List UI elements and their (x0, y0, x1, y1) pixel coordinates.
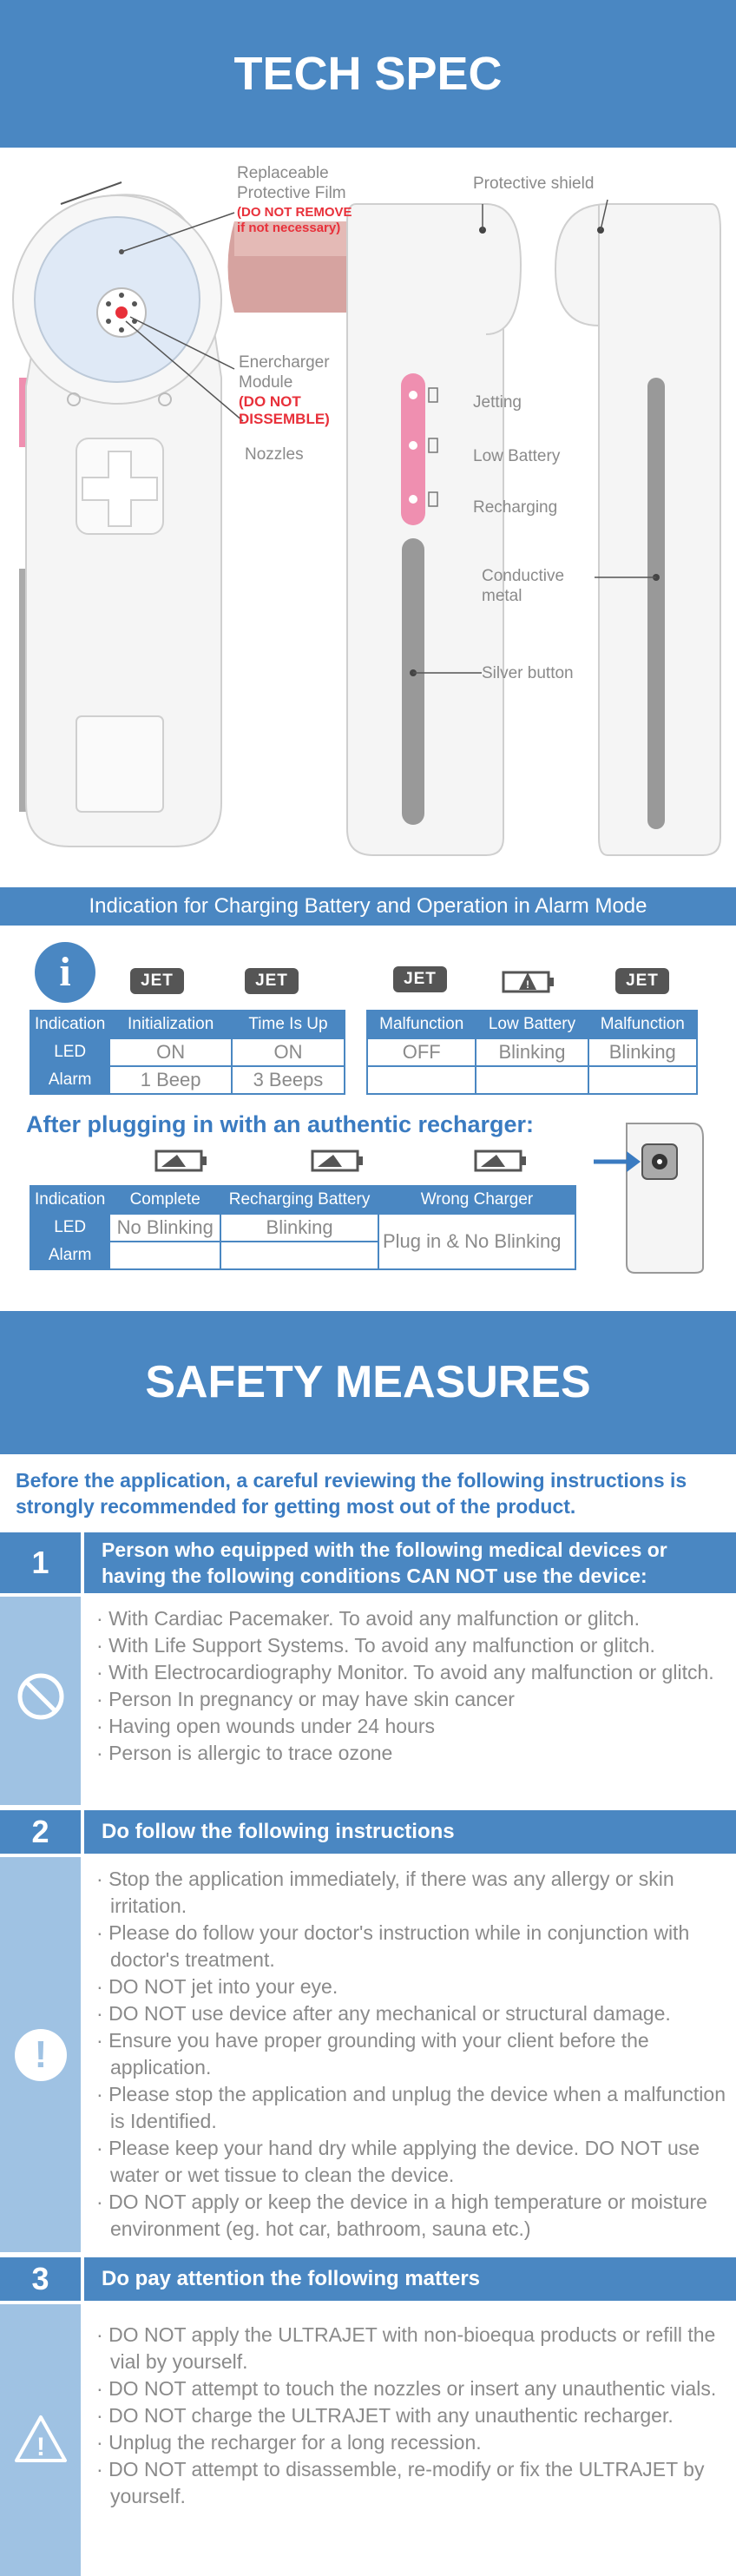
table2-alarm-cell (367, 1066, 476, 1094)
table1-alarm-value: 1 Beep (109, 1066, 232, 1094)
low-battery-label: Low Battery (473, 447, 561, 465)
tech-spec-banner (0, 0, 736, 148)
section-3-heading: Do pay attention the following matters (84, 2257, 736, 2301)
table3-alarm-cell (220, 1242, 378, 1269)
jet-badge-2: JET (245, 968, 299, 994)
section-1-heading: Person who equipped with the following medical devices or having the following conditions CAN NOT use the device: (84, 1532, 736, 1593)
table3-col: Complete (109, 1186, 220, 1214)
list-item: · DO NOT attempt to touch the nozzles or insert any unauthentic vials. (84, 2375, 736, 2402)
table3-alarm-label: Alarm (30, 1242, 109, 1269)
battery-charging-icon (311, 1148, 366, 1174)
battery-warning-icon (502, 967, 557, 997)
warning-triangle-icon (12, 2413, 69, 2465)
table3-led-label: LED (30, 1214, 109, 1242)
section-3-list (84, 2304, 736, 2576)
film-label: Replaceable Protective Film (237, 164, 346, 202)
list-item: · Please stop the application and unplug the device when a malfunction is Identified. (84, 2081, 736, 2135)
module-label: Enercharger Module (239, 353, 330, 392)
section-2-list (84, 1857, 736, 2252)
section-1-number: 1 (0, 1532, 81, 1593)
indication-bar-title: Indication for Charging Battery and Operation in Alarm Mode (89, 894, 647, 918)
table2-col: Low Battery (476, 1011, 588, 1038)
table3-col: Wrong Charger (378, 1186, 575, 1214)
table1-head: Indication (30, 1011, 109, 1038)
silver-button-label: Silver button (482, 664, 574, 682)
table2-col: Malfunction (367, 1011, 476, 1038)
nozzles-label: Nozzles (245, 445, 304, 464)
section-3-number: 3 (0, 2257, 81, 2301)
safety-title: SAFETY MEASURES (145, 1357, 591, 1407)
svg-text:!: ! (526, 978, 529, 991)
charger-plug-illustration (590, 1120, 712, 1276)
indication-table-1 (30, 1010, 345, 1095)
list-item: · Stop the application immediately, if there was any allergy or skin irritation. (84, 1866, 736, 1920)
safety-banner (0, 1311, 736, 1454)
exclamation-symbol: ! (34, 2033, 48, 2076)
tech-spec-title: TECH SPEC (233, 48, 503, 100)
list-item: · Unplug the recharger for a long recession. (84, 2429, 736, 2456)
section-1-sidebar (0, 1597, 81, 1805)
table3-head: Indication (30, 1186, 109, 1214)
shield-label: Protective shield (473, 175, 595, 193)
info-icon (35, 942, 95, 1003)
table3-led-value: Plug in & No Blinking (378, 1214, 575, 1269)
jet-badge-3: JET (393, 966, 447, 992)
table3-col: Recharging Battery (220, 1186, 378, 1214)
jetting-label: Jetting (473, 393, 522, 412)
device-side-view (347, 204, 521, 855)
table1-led-value: ON (109, 1038, 232, 1066)
warning-symbol: ! (36, 2433, 45, 2461)
film-warning: (DO NOT REMOVE if not necessary) (237, 205, 352, 235)
battery-charging-icon (154, 1148, 210, 1174)
list-item: · Having open wounds under 24 hours (84, 1713, 736, 1740)
list-item: · Please keep your hand dry while applying the device. DO NOT use water or wet tissue to clean the device. (84, 2135, 736, 2189)
conductive-label: Conductive metal (482, 567, 565, 605)
table3-led-value: Blinking (220, 1214, 378, 1242)
table2-led-value: Blinking (476, 1038, 588, 1066)
table3-led-value: No Blinking (109, 1214, 220, 1242)
indication-table-2 (366, 1010, 698, 1095)
table1-col: Initialization (109, 1011, 232, 1038)
prohibited-icon (15, 1670, 67, 1723)
module-warning: (DO NOT DISSEMBLE) (239, 393, 330, 427)
list-item: · With Cardiac Pacemaker. To avoid any malfunction or glitch. (84, 1605, 736, 1632)
list-item: · Person is allergic to trace ozone (84, 1740, 736, 1767)
section-3-sidebar (0, 2304, 81, 2576)
indication-table-3 (30, 1185, 576, 1270)
exclamation-icon (15, 2029, 67, 2081)
indication-bar (0, 887, 736, 926)
device-front-view (13, 182, 243, 847)
list-item: · DO NOT apply or keep the device in a high temperature or moisture environment (eg. hot car, bathroom, sauna etc.) (84, 2189, 736, 2243)
battery-charging-icon (474, 1148, 529, 1174)
list-item: · Person In pregnancy or may have skin cancer (84, 1686, 736, 1713)
table2-col: Malfunction (588, 1011, 697, 1038)
table1-alarm-label: Alarm (30, 1066, 109, 1094)
jet-badge-1: JET (130, 968, 184, 994)
section-1-list (84, 1597, 736, 1805)
safety-intro: Before the application, a careful reviewing the following instructions is strongly recommended for getting most out of the product. (16, 1469, 687, 1518)
device-back-view (555, 200, 720, 855)
list-item: · DO NOT use device after any mechanical or structural damage. (84, 2000, 736, 2027)
table2-alarm-cell (588, 1066, 697, 1094)
section-2-number: 2 (0, 1810, 81, 1854)
list-item: · With Electrocardiography Monitor. To avoid any malfunction or glitch. (84, 1659, 736, 1686)
list-item: · With Life Support Systems. To avoid any malfunction or glitch. (84, 1632, 736, 1659)
table1-alarm-value: 3 Beeps (232, 1066, 345, 1094)
list-item: · Please do follow your doctor's instruction while in conjunction with doctor's treatment. (84, 1920, 736, 1973)
section-2-heading: Do follow the following instructions (84, 1810, 736, 1854)
table3-alarm-cell (109, 1242, 220, 1269)
list-item: · DO NOT attempt to disassemble, re-modify or fix the ULTRAJET by yourself. (84, 2456, 736, 2510)
table1-led-value: ON (232, 1038, 345, 1066)
table1-col: Time Is Up (232, 1011, 345, 1038)
info-symbol: i (59, 949, 71, 995)
plug-title: After plugging in with an authentic recharger: (26, 1111, 535, 1137)
table2-alarm-cell (476, 1066, 588, 1094)
list-item: · DO NOT apply the ULTRAJET with non-bioequa products or refill the vial by yourself. (84, 2322, 736, 2375)
table1-led-label: LED (30, 1038, 109, 1066)
list-item: · DO NOT charge the ULTRAJET with any unauthentic recharger. (84, 2402, 736, 2429)
section-2-sidebar (0, 1857, 81, 2252)
list-item: · DO NOT jet into your eye. (84, 1973, 736, 2000)
device-illustration (0, 152, 736, 873)
list-item: · Ensure you have proper grounding with your client before the application. (84, 2027, 736, 2081)
recharging-label: Recharging (473, 498, 558, 517)
table2-led-value: OFF (367, 1038, 476, 1066)
table2-led-value: Blinking (588, 1038, 697, 1066)
jet-badge-4: JET (615, 968, 669, 994)
